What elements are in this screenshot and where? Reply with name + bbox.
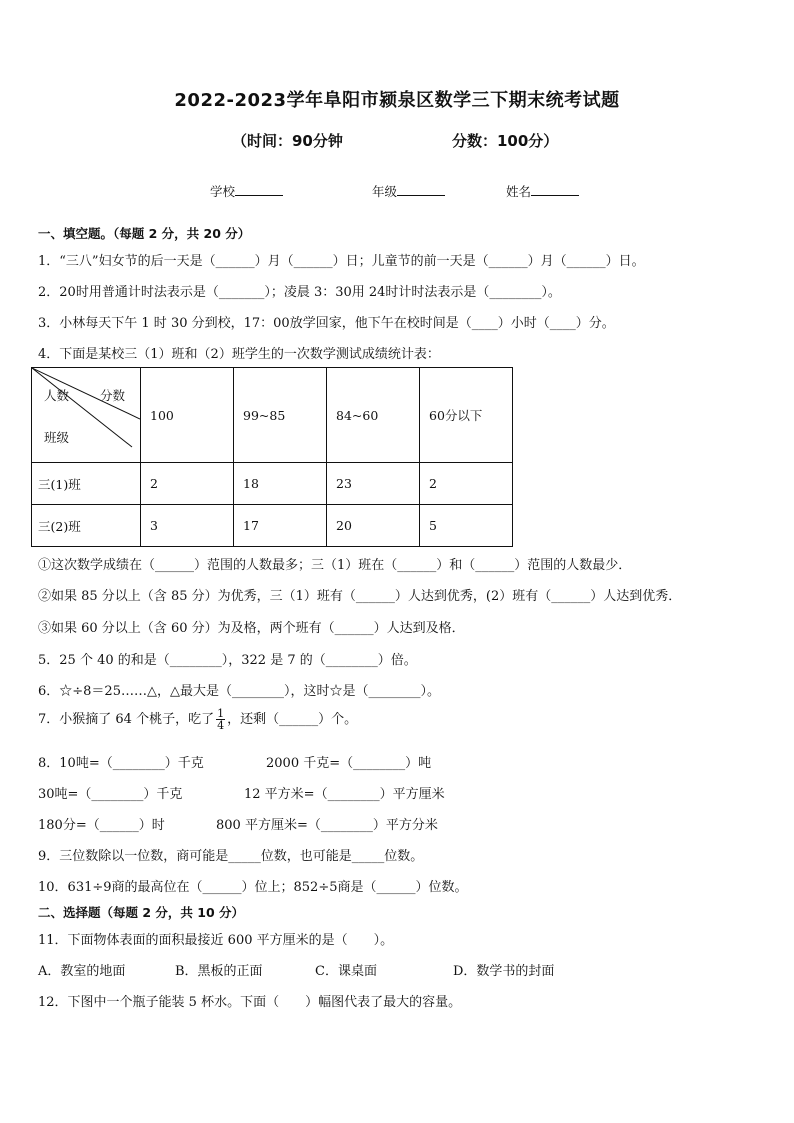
question-8-row-3: [38, 814, 165, 833]
page-title: 2022-2023学年阜阳市颍泉区数学三下期末统考试题: [174, 90, 620, 111]
fraction: [216, 708, 225, 731]
question-8-row-1b: [266, 752, 431, 771]
question-11: 11．下面物体表面的面积最接近 600 平方厘米的是（ ）。: [38, 933, 394, 948]
question-1: 1．“三八”妇女节的后一天是（______）月（______）日；儿童节的前一天是（______）月（______）日。: [38, 254, 645, 269]
q8-item: 2000 千克=（________）吨: [266, 756, 432, 771]
score-table: [31, 367, 513, 547]
name-label: 姓名: [506, 184, 532, 199]
header-cell: 84~60: [327, 368, 420, 463]
question-8-row-3b: [216, 814, 438, 833]
section-choice: 二、选择题（每题 2 分，共 10 分）: [38, 905, 245, 920]
question-4-part-1: ①这次数学成绩在（______）范围的人数最多；三（1）班在（______）和（______）范围的人数最少．: [38, 558, 632, 573]
fraction-denominator: 4: [217, 719, 225, 732]
question-4-part-3: ③如果 60 分以上（含 60 分）为及格，两个班有（______）人达到及格．: [38, 621, 465, 636]
table-cell: 18: [234, 463, 327, 505]
table-cell: 2: [420, 463, 513, 505]
question-4: 4．下面是某校三（1）班和（2）班学生的一次数学测试成绩统计表：: [38, 347, 440, 362]
option-c: C．课桌面: [315, 964, 377, 979]
table-cell: 3: [141, 505, 234, 547]
corner-people-label: 人数: [44, 388, 70, 403]
question-12: 12．下图中一个瓶子能装 5 杯水。下面（ ）幅图代表了最大的容量。: [38, 995, 462, 1010]
table-cell: 2: [141, 463, 234, 505]
corner-class-label: 班级: [44, 430, 70, 445]
question-7-tail: ，还剩（______）个。: [227, 712, 358, 727]
question-6: 6．☆÷8＝25……△，△最大是（________），这时☆是（________）。: [38, 684, 440, 699]
q8-item: 180分=（______）时: [38, 818, 165, 833]
question-7: [38, 708, 357, 731]
q8-item: 12 平方米=（________）平方厘米: [244, 787, 445, 802]
table-header-row: [32, 368, 513, 463]
row-label: 三(2)班: [32, 505, 141, 547]
question-4-part-2: ②如果 85 分以上（含 85 分）为优秀，三（1）班有（______）人达到优秀，(2）班有（______）人达到优秀．: [38, 589, 682, 604]
grade-blank: [397, 183, 445, 196]
question-2: 2．20时用普通计时法表示是（_______）；凌晨 3：30用 24时计时法表示是（________）。: [38, 285, 561, 300]
question-8-row-1: [38, 752, 204, 771]
corner-score-label: 分数: [100, 388, 126, 403]
school-blank: [235, 183, 283, 196]
name-blank: [531, 183, 579, 196]
question-10: 10．631÷9商的最高位在（______）位上；852÷5商是（______）位数。: [38, 880, 468, 895]
grade-field: [372, 182, 445, 200]
question-7-text: 7．小猴摘了 64 个桃子，吃了: [38, 712, 215, 727]
question-3: 3．小林每天下午 1 时 30 分到校，17：00放学回家，他下午在校时间是（____）小时（____）分。: [38, 316, 615, 331]
option-a: A．教室的地面: [38, 964, 126, 979]
q8-item: 800 平方厘米=（________）平方分米: [216, 818, 438, 833]
question-9: 9．三位数除以一位数，商可能是_____位数，也可能是_____位数。: [38, 849, 424, 864]
header-cell: 99~85: [234, 368, 327, 463]
option-b: B．黑板的正面: [175, 964, 263, 979]
header-cell: 100: [141, 368, 234, 463]
table-row: [32, 505, 513, 547]
grade-label: 年级: [372, 184, 398, 199]
q8-item: 8．10吨=（________）千克: [38, 756, 204, 771]
exam-time: （时间：90分钟: [232, 132, 343, 150]
question-8-row-2: [38, 783, 182, 802]
q8-item: 30吨=（________）千克: [38, 787, 183, 802]
table-corner-cell: [32, 368, 141, 463]
question-5: 5．25 个 40 的和是（________），322 是 7 的（________）倍。: [38, 653, 417, 668]
table-cell: 17: [234, 505, 327, 547]
question-8-row-2b: [244, 783, 445, 802]
section-fill-in: 一、填空题。（每题 2 分，共 20 分）: [38, 226, 251, 241]
name-field: [506, 182, 579, 200]
diagonal-lines: [32, 368, 140, 462]
school-field: [210, 182, 283, 200]
fraction-numerator: 1: [217, 707, 225, 720]
table-cell: 5: [420, 505, 513, 547]
option-d: D．数学书的封面: [453, 964, 555, 979]
school-label: 学校: [210, 184, 236, 199]
exam-score: 分数：100分）: [452, 132, 559, 150]
table-cell: 20: [327, 505, 420, 547]
row-label: 三(1)班: [32, 463, 141, 505]
header-cell: 60分以下: [420, 368, 513, 463]
table-row: [32, 463, 513, 505]
table-cell: 23: [327, 463, 420, 505]
